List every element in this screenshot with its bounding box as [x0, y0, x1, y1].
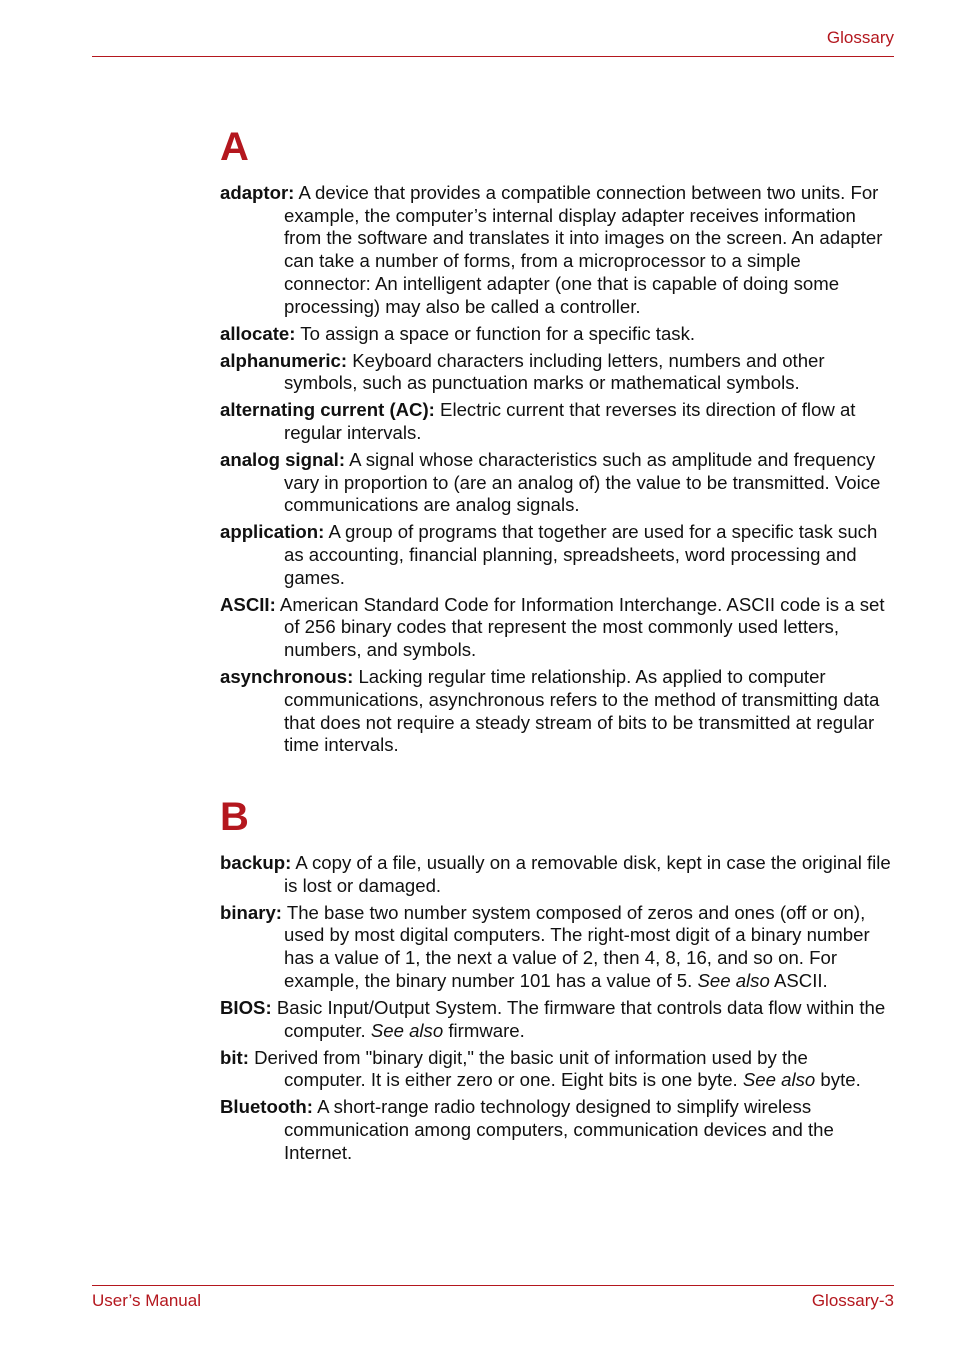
entry-term: application: — [220, 521, 325, 543]
entry-definition: A short-range radio technology designed to simplify wireless communication among computers, communication devices and the Internet. — [284, 1096, 834, 1163]
glossary-entry-alternating-current — [220, 399, 892, 444]
entry-term: asynchronous: — [220, 666, 354, 688]
glossary-section-b — [220, 794, 892, 1169]
glossary-entry-binary — [220, 902, 892, 993]
entry-term: ASCII: — [220, 593, 276, 615]
entry-definition: A copy of a file, usually on a removable disk, kept in case the original file is lost or damaged. — [284, 852, 891, 896]
entry-definition: Lacking regular time relationship. As applied to computer communications, asynchronous refers to the method of transmitting data that does not require a steady stream of bits to be transmitted at regular time intervals. — [284, 666, 880, 756]
entry-term: alternating current (AC): — [220, 399, 435, 421]
entry-term: Bluetooth: — [220, 1096, 313, 1118]
glossary-entry-backup — [220, 852, 892, 897]
running-header-title: Glossary — [826, 28, 894, 47]
glossary-entry-bit — [220, 1047, 892, 1092]
entry-term: analog signal: — [220, 448, 346, 470]
glossary-entry-allocate — [220, 323, 892, 346]
see-also-reference: byte. — [815, 1069, 861, 1091]
footer-page-number: Glossary-3 — [811, 1291, 894, 1310]
see-also-reference: ASCII. — [769, 969, 828, 991]
glossary-entry-ascii — [220, 594, 892, 662]
entry-definition: Electric current that reverses its direction of flow at regular intervals. — [284, 399, 856, 443]
entry-term: bit: — [220, 1046, 249, 1068]
glossary-section-a — [220, 124, 892, 761]
see-also-reference: firmware. — [443, 1019, 525, 1041]
footer-manual-title: User’s Manual — [92, 1291, 201, 1310]
glossary-entry-adaptor — [220, 182, 892, 318]
entry-definition: To assign a space or function for a specific task. — [295, 322, 696, 344]
entry-definition: American Standard Code for Information Interchange. ASCII code is a set of 256 binary codes that represent the most commonly used letters, numbers, and symbols. — [275, 593, 885, 661]
header-divider — [92, 56, 894, 57]
entry-definition: Basic Input/Output System. The firmware that controls data flow within the computer. — [271, 996, 886, 1041]
glossary-entry-alphanumeric — [220, 350, 892, 395]
glossary-entry-asynchronous — [220, 666, 892, 757]
entry-definition: Derived from "binary digit," the basic unit of information used by the computer. It is either zero or one. Eight bits is one byte. — [248, 1046, 808, 1091]
entry-definition: A signal whose characteristics such as amplitude and frequency vary in proportion to (are an analog of) the value to be transmitted. Voice communications are analog signals. — [284, 448, 881, 516]
entry-definition: A device that provides a compatible connection between two units. For example, the computer’s internal display adapter receives information from the software and translates it into images on the screen. An adapter can take a number of forms, from a microprocessor to a simple connector: An intelligent adapter (one that is capable of doing some processing) may also be called a controller. — [284, 182, 883, 317]
entry-definition: Keyboard characters including letters, numbers and other symbols, such as punctuation marks or mathematical symbols. — [284, 349, 825, 394]
entry-term: backup: — [220, 852, 292, 873]
section-letter: A — [220, 125, 249, 169]
entry-term: BIOS: — [220, 996, 272, 1018]
entry-term: adaptor: — [220, 182, 295, 203]
glossary-entry-bluetooth — [220, 1096, 892, 1164]
see-also-label: See also — [370, 1019, 444, 1041]
section-letter: B — [220, 795, 249, 839]
see-also-label: See also — [697, 969, 770, 991]
entry-definition: The base two number system composed of zeros and ones (off or on), used by most digital computers. The right-most digit of a binary number has a value of 1, the next a value of 2, then 4, 8, 16, and so on. For example, the binary number 101 has a value of 5. — [282, 901, 870, 991]
footer-divider — [92, 1285, 894, 1286]
entry-term: alphanumeric: — [220, 349, 348, 371]
entry-term: binary: — [220, 901, 282, 923]
glossary-entry-bios — [220, 997, 892, 1042]
glossary-entry-application — [220, 521, 892, 589]
entry-term: allocate: — [220, 322, 296, 344]
glossary-entry-analog-signal — [220, 449, 892, 517]
see-also-label: See also — [742, 1069, 816, 1091]
entry-definition: A group of programs that together are used for a specific task such as accounting, financial planning, spreadsheets, word processing and games. — [284, 521, 878, 588]
